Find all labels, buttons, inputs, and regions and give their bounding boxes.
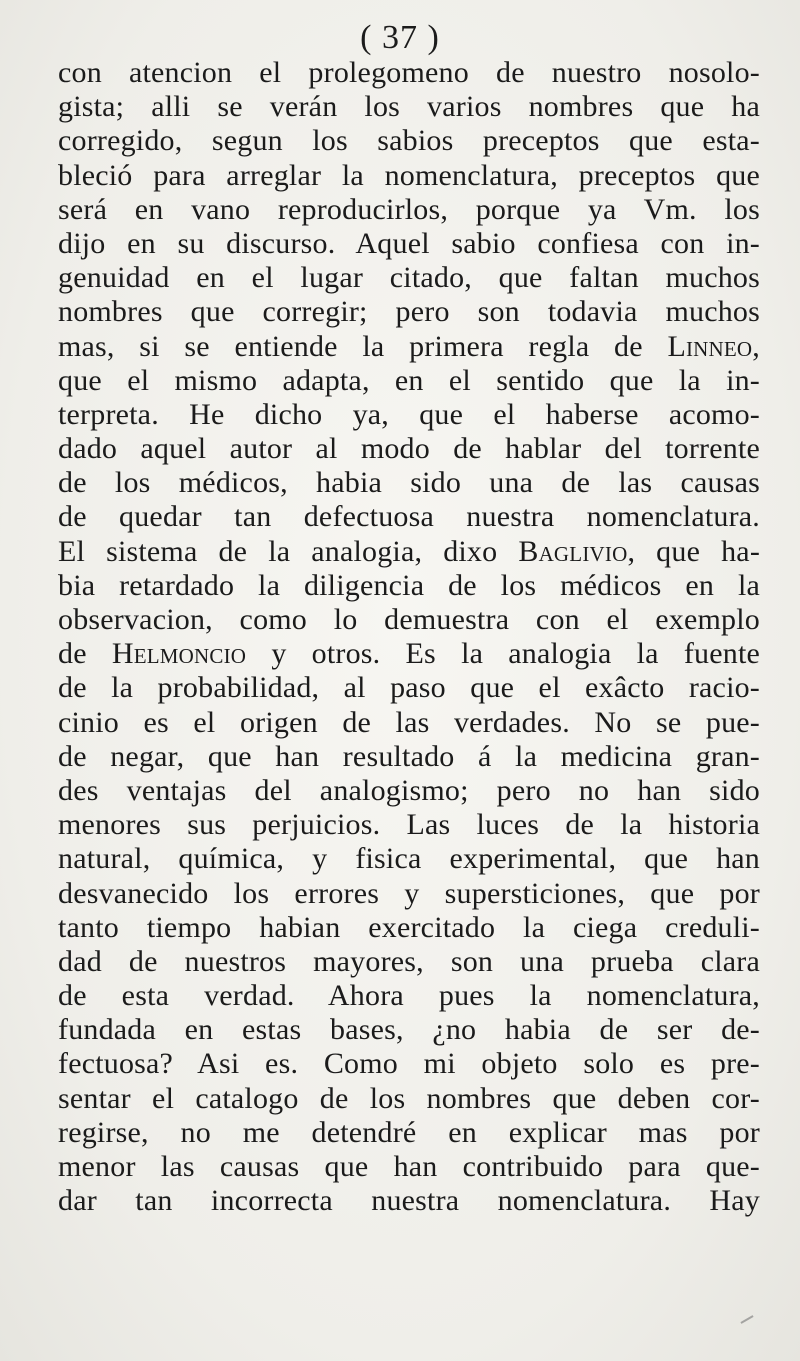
text-line: con atencion el prolegomeno de nuestro nosolo- <box>58 56 760 89</box>
text-line: El sistema de la analogia, dixo Baglivio, que ha- <box>58 534 761 568</box>
text-line: de quedar tan defectuosa nuestra nomenclatura. <box>58 500 760 534</box>
text-line: gista; alli se verán los varios nombres que ha <box>58 90 760 124</box>
text-line: terpreta. He dicho ya, que el haberse acomo- <box>58 397 760 431</box>
text-line: será en vano reproducirlos, porque ya Vm. los <box>58 192 760 226</box>
text-line: genuidad en el lugar citado, que faltan muchos <box>58 261 760 295</box>
text-line: corregido, segun los sabios preceptos que esta- <box>58 124 760 158</box>
text-line: natural, química, y fisica experimental, que han <box>58 842 760 876</box>
text-line: nombres que corregir; pero son todavia muchos <box>58 295 760 329</box>
text-line: dijo en su discurso. Aquel sabio confiesa con in- <box>58 226 760 260</box>
text-line: regirse, no me detendré en explicar mas por <box>58 1115 760 1149</box>
text-line: de negar, que han resultado á la medicina gran- <box>58 739 760 773</box>
text-line: bleció para arreglar la nomenclatura, preceptos que <box>58 158 760 192</box>
text-line: dad de nuestros mayores, son una prueba clara <box>58 944 760 978</box>
body-text <box>58 56 760 1218</box>
text-line: de esta verdad. Ahora pues la nomenclatura, <box>58 979 760 1013</box>
text-line: fectuosa? Asi es. Como mi objeto solo es pre- <box>58 1047 760 1081</box>
text-line: cinio es el origen de las verdades. No se pue- <box>58 705 760 739</box>
text-line: que el mismo adapta, en el sentido que la in- <box>58 363 760 397</box>
page-number: ( 37 ) <box>360 19 440 56</box>
text-line: bia retardado la diligencia de los médicos en la <box>58 568 760 602</box>
text-line: de Helmoncio y otros. Es la analogia la fuente <box>58 637 760 671</box>
text-line: menores sus perjuicios. Las luces de la historia <box>58 808 760 842</box>
text-line: tanto tiempo habian exercitado la ciega creduli- <box>58 910 760 944</box>
text-line: desvanecido los errores y supersticiones, que por <box>58 876 760 910</box>
ink-mark <box>740 1315 757 1331</box>
text-line: dado aquel autor al modo de hablar del torrente <box>58 432 760 466</box>
text-line: de los médicos, habia sido una de las causas <box>58 466 760 500</box>
text-line: mas, si se entiende la primera regla de Linneo, <box>58 329 760 363</box>
text-line: fundada en estas bases, ¿no habia de ser de- <box>58 1013 760 1047</box>
text-line: de la probabilidad, al paso que el exâcto racio- <box>58 671 760 705</box>
text-line: dar tan incorrecta nuestra nomenclatura. Hay <box>58 1184 760 1218</box>
text-line: des ventajas del analogismo; pero no han sido <box>58 773 760 807</box>
text-line: menor las causas que han contribuido para que- <box>58 1150 760 1183</box>
text-line: observacion, como lo demuestra con el exemplo <box>58 603 760 636</box>
text-line: sentar el catalogo de los nombres que deben cor- <box>58 1081 760 1115</box>
